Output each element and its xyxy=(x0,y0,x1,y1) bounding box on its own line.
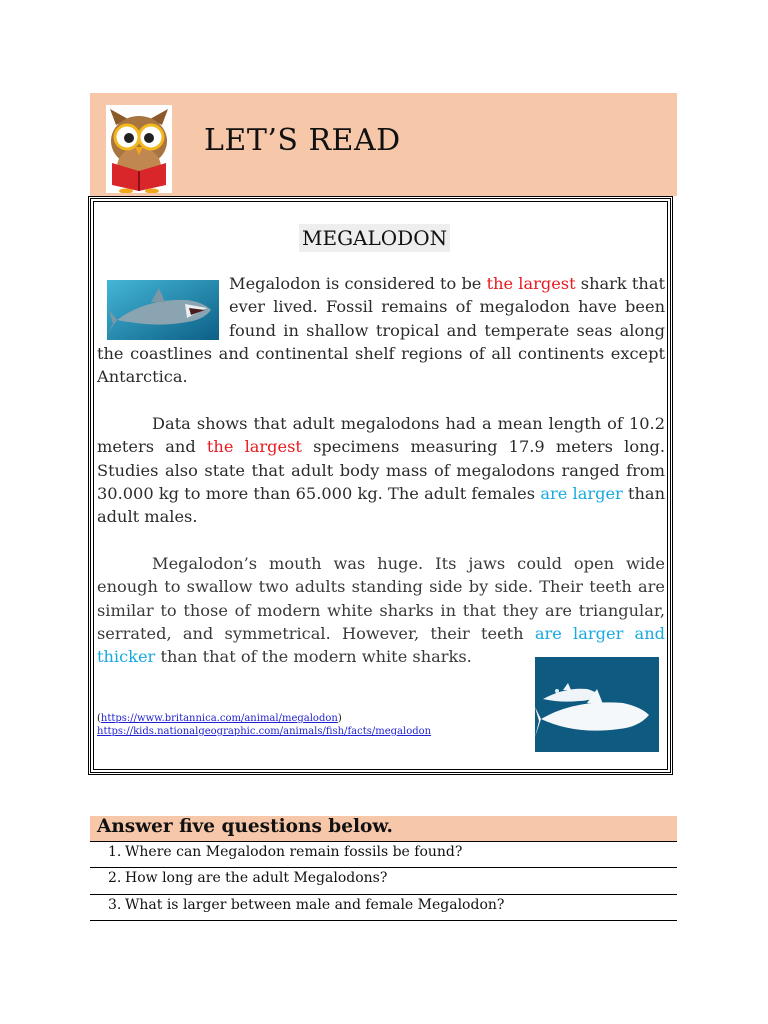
question-text: How long are the adult Megalodons? xyxy=(125,870,388,886)
p1-text-b: shark that ever lived. Fossil remains of megalodon have been found in shallow tropical and temperate seas along the coastlines and continental shelf regions of all continents except Antarctica. xyxy=(97,274,665,387)
question-number: 3. xyxy=(108,897,122,913)
question-text: Where can Megalodon remain fossils be found? xyxy=(125,844,463,860)
question-text: What is larger between male and female Megalodon? xyxy=(125,897,505,913)
p2-highlight-1: the largest xyxy=(206,437,302,457)
lets-read-banner xyxy=(90,93,677,196)
natgeo-kids-link[interactable]: https://kids.nationalgeographic.com/animals/fish/facts/megalodon xyxy=(97,726,432,737)
paragraph-2 xyxy=(97,412,665,528)
question-number: 2. xyxy=(108,870,122,886)
questions-heading-bar xyxy=(90,816,677,841)
ref-open-paren: ( xyxy=(97,713,101,724)
question-number: 1. xyxy=(108,844,122,860)
ref-close-paren: ) xyxy=(337,713,342,724)
britannica-link[interactable]: https://www.britannica.com/animal/megalodon xyxy=(100,713,338,724)
p1-highlight: the largest xyxy=(486,274,576,293)
shark-size-comparison-image xyxy=(535,657,659,752)
p2-highlight-2: are larger xyxy=(540,483,623,503)
questions-heading: Answer five questions below. xyxy=(97,816,393,837)
p1-text-a: Megalodon is considered to be xyxy=(229,274,487,293)
references xyxy=(97,712,431,738)
article-title: MEGALODON xyxy=(299,224,450,252)
p3-text-b: than that of the modern white sharks. xyxy=(155,647,472,667)
question-row xyxy=(90,841,677,867)
p2-text-b: specimens measuring 17.9 meters long. Studies also state that adult body mass of megalodons ranged from 30.000 kg to more than 65.000 kg. The adult females xyxy=(97,437,666,503)
paragraph-1 xyxy=(97,272,665,388)
reading-owl-icon xyxy=(106,105,172,193)
question-row xyxy=(90,894,677,921)
p2-text-c: than adult males. xyxy=(97,483,666,527)
lets-read-title: LET’S READ xyxy=(204,123,401,158)
p2-text-a: Data shows that adult megalodons had a mean length of 10.2 meters and xyxy=(97,414,665,457)
p3-highlight: are larger and thicker xyxy=(97,623,665,667)
p3-text-a: Megalodon’s mouth was huge. Its jaws could open wide enough to swallow two adults standing side by side. Their teeth are similar to those of modern white sharks in that they are triangular, serrated, and symmetrical. However, their teeth xyxy=(97,554,665,643)
megalodon-photo xyxy=(107,280,219,340)
question-row xyxy=(90,867,677,893)
